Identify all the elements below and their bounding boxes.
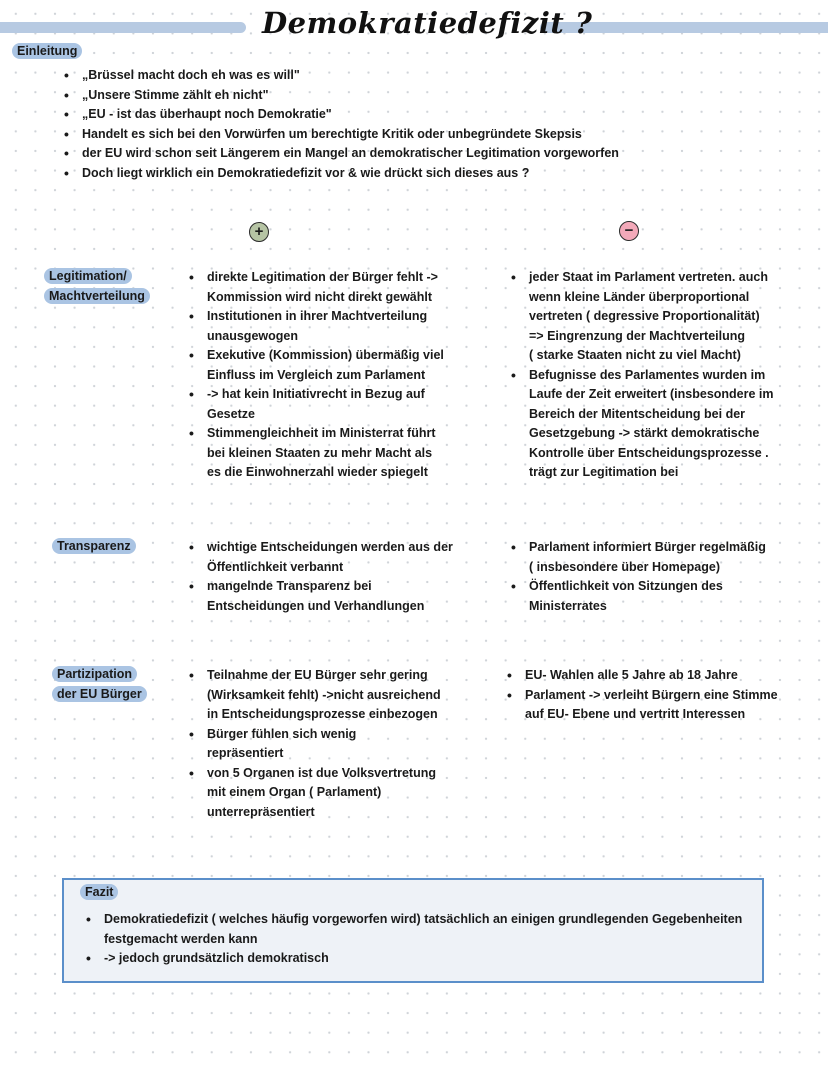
list-item xyxy=(64,144,619,164)
plus-icon: + xyxy=(249,222,269,242)
list-item-line: • „EU - ist das überhaupt noch Demokratie" xyxy=(82,107,332,122)
pro-list-partizipation xyxy=(189,666,441,822)
list-item-line: repräsentiert xyxy=(207,746,284,760)
list-item-line: Bereich der Mitentscheidung bei der xyxy=(529,406,746,421)
list-item xyxy=(86,949,742,969)
list-item xyxy=(511,538,766,577)
title-bar-left xyxy=(0,22,246,33)
contra-list-partizipation xyxy=(507,666,778,725)
list-item-line: (Wirksamkeit fehlt) ->nicht ausreichend xyxy=(207,687,441,702)
list-item-line: • „Brüssel macht doch eh was es will" xyxy=(82,68,300,82)
list-item-line: Kontrolle über Entscheidungsprozesse . xyxy=(529,445,769,460)
section-label-partizipation xyxy=(52,665,147,705)
list-item xyxy=(189,346,444,385)
section-label-line: Machtverteilung xyxy=(44,288,150,304)
list-item xyxy=(64,125,619,145)
list-item-line: ( insbesondere über Homepage) xyxy=(529,559,721,574)
list-item-line: • der EU wird schon seit Längerem ein Mangel an demokratischer Legitimation vorgeworfen xyxy=(82,146,619,161)
section-label-line: der EU Bürger xyxy=(52,686,147,702)
list-item-line: trägt zur Legitimation bei xyxy=(529,465,679,479)
list-item-line: Entscheidungen und Verhandlungen xyxy=(207,598,425,613)
list-item-line: • Handelt es sich bei den Vorwürfen um berechtigte Kritik oder unbegründete Skepsis xyxy=(82,126,582,141)
list-item-line: • -> jedoch grundsätzlich demokratisch xyxy=(104,951,329,965)
list-item-line: • Öffentlichkeit von Sitzungen des xyxy=(529,579,723,593)
list-item-line: • Parlament -> verleiht Bürgern eine Stimme xyxy=(525,687,778,702)
list-item-line: • jeder Staat im Parlament vertreten. auch xyxy=(529,270,768,284)
section-label-legitimation xyxy=(44,267,150,307)
list-item-line: es die Einwohnerzahl wieder spiegelt xyxy=(207,465,428,479)
list-item-line: • direkte Legitimation der Bürger fehlt -> xyxy=(207,270,438,284)
section-label-line: Partizipation xyxy=(52,666,137,682)
pro-list-legitimation xyxy=(189,268,444,483)
list-item xyxy=(189,666,441,725)
list-item xyxy=(64,86,619,106)
fazit-label-text: Fazit xyxy=(80,884,118,900)
contra-list-transparenz xyxy=(511,538,766,616)
list-item-line: • Teilnahme der EU Bürger sehr gering xyxy=(207,668,428,682)
list-item-line: in Entscheidungsprozesse einbezogen xyxy=(207,707,438,721)
list-item-line: • Demokratiedefizit ( welches häufig vorgeworfen wird) tatsächlich an einigen grundlegenden Gegebenheiten xyxy=(104,912,743,926)
list-item xyxy=(189,577,453,616)
list-item-line: Kommission wird nicht direkt gewählt xyxy=(207,289,433,304)
fazit-list xyxy=(86,910,742,969)
list-item-line: • „Unsere Stimme zählt eh nicht" xyxy=(82,87,269,102)
list-item-line: unterrepräsentiert xyxy=(207,804,315,819)
list-item-line: • Doch liegt wirklich ein Demokratiedefizit vor & wie drückt sich dieses aus ? xyxy=(82,165,530,180)
intro-list xyxy=(64,66,619,184)
list-item-line: => Eingrenzung der Machtverteilung xyxy=(529,328,746,343)
section-label-line: Legitimation/ xyxy=(44,268,132,284)
list-item xyxy=(64,66,619,86)
page-title: Demokratiedefizit ? xyxy=(262,6,593,40)
list-item-line: unausgewogen xyxy=(207,328,298,343)
list-item-line: • EU- Wahlen alle 5 Jahre ab 18 Jahre xyxy=(525,668,738,682)
list-item-line: • von 5 Organen ist due Volksvertretung xyxy=(207,765,436,780)
list-item-line: • Institutionen in ihrer Machtverteilung xyxy=(207,309,428,323)
list-item xyxy=(511,577,766,616)
list-item-line: • -> hat kein Initiativrecht in Bezug auf xyxy=(207,387,425,401)
list-item-line: wenn kleine Länder überproportional xyxy=(529,289,750,304)
list-item xyxy=(64,105,619,125)
list-item-line: • Befugnisse des Parlamentes wurden im xyxy=(529,367,766,382)
list-item xyxy=(189,385,444,424)
list-item xyxy=(189,307,444,346)
list-item xyxy=(189,538,453,577)
section-label-line: Transparenz xyxy=(52,538,136,554)
list-item-line: Ministerrates xyxy=(529,598,607,613)
list-item-line: • Bürger fühlen sich wenig xyxy=(207,726,357,741)
list-item-line: festgemacht werden kann xyxy=(104,931,258,946)
list-item xyxy=(86,910,742,949)
pro-list-transparenz xyxy=(189,538,453,616)
list-item-line: ( starke Staaten nicht zu viel Macht) xyxy=(529,348,741,362)
list-item-line: mit einem Organ ( Parlament) xyxy=(207,785,382,799)
list-item-line: bei kleinen Staaten zu mehr Macht als xyxy=(207,445,433,460)
list-item-line: vertreten ( degressive Proportionalität) xyxy=(529,309,760,323)
list-item xyxy=(64,164,619,184)
contra-list-legitimation xyxy=(511,268,774,483)
list-item xyxy=(511,268,774,366)
list-item xyxy=(507,686,778,725)
list-item xyxy=(189,268,444,307)
list-item-line: Einfluss im Vergleich zum Parlament xyxy=(207,367,426,382)
list-item-line: Gesetze xyxy=(207,406,255,421)
intro-label-text: Einleitung xyxy=(12,43,82,59)
list-item-line: Öffentlichkeit verbannt xyxy=(207,559,344,574)
fazit-label xyxy=(80,883,118,903)
list-item-line: • Parlament informiert Bürger regelmäßig xyxy=(529,540,766,554)
list-item-line: • mangelnde Transparenz bei xyxy=(207,579,372,593)
list-item-line: • Stimmengleichheit im Ministerrat führt xyxy=(207,426,436,440)
list-item-line: Laufe der Zeit erweitert (insbesondere im xyxy=(529,387,774,401)
list-item xyxy=(507,666,778,686)
intro-label xyxy=(12,42,82,62)
section-label-transparenz xyxy=(52,537,136,557)
list-item xyxy=(189,725,441,764)
list-item xyxy=(189,764,441,823)
list-item-line: • wichtige Entscheidungen werden aus der xyxy=(207,540,453,554)
list-item-line: auf EU- Ebene und vertritt Interessen xyxy=(525,707,746,721)
minus-icon: − xyxy=(619,221,639,241)
list-item-line: • Exekutive (Kommission) übermäßig viel xyxy=(207,348,444,362)
list-item-line: Gesetzgebung -> stärkt demokratische xyxy=(529,426,760,440)
list-item xyxy=(511,366,774,483)
list-item xyxy=(189,424,444,483)
